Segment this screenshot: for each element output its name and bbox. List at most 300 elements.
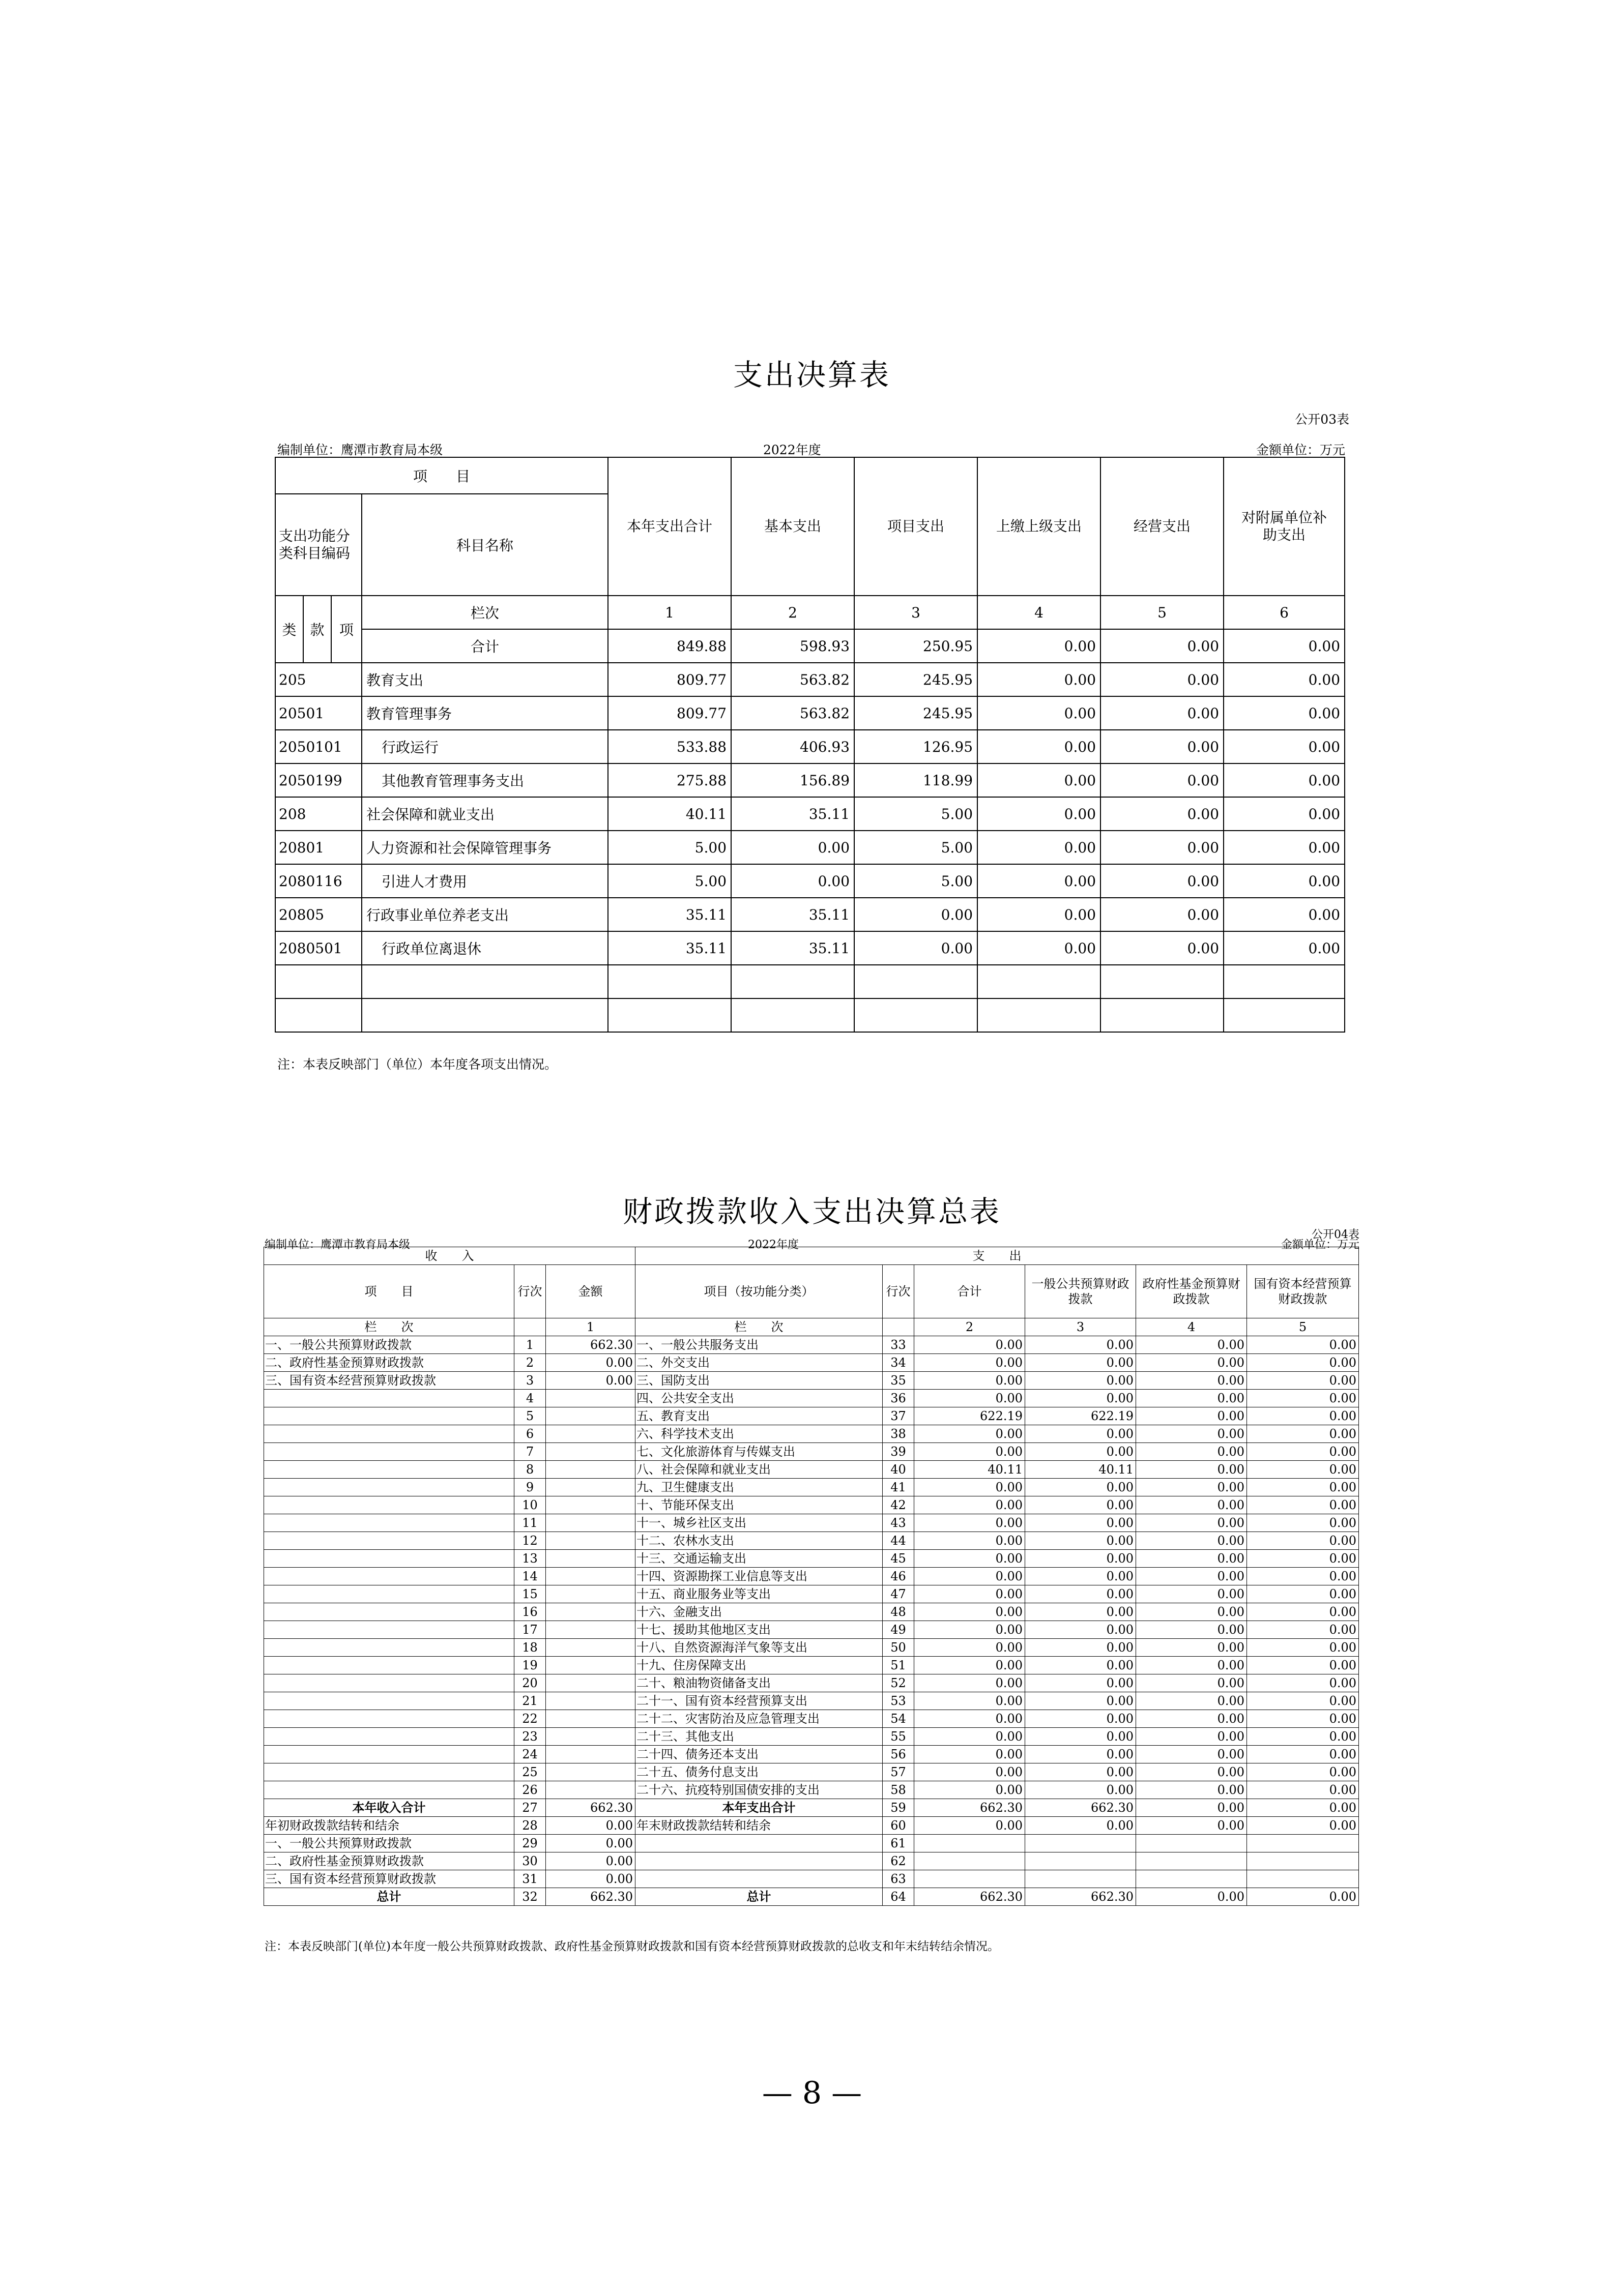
table1-amount-unit: 金额单位：万元 <box>1256 443 1345 457</box>
t2-expense-line: 38 <box>883 1425 914 1443</box>
t1-row-value: 0.00 <box>1224 730 1345 763</box>
t2-h-line: 行次 <box>514 1265 546 1318</box>
t2-expense-item <box>635 1870 883 1888</box>
t2-expense-value: 0.00 <box>914 1674 1025 1692</box>
t2-income-item: 本年收入合计 <box>264 1799 514 1817</box>
t2-expense-line: 41 <box>883 1479 914 1496</box>
t1-row-value: 0.00 <box>977 898 1100 931</box>
t1-row-value: 35.11 <box>731 797 854 831</box>
t2-expense-value: 0.00 <box>1136 1817 1247 1835</box>
table-row <box>275 831 1345 864</box>
t2-expense-value: 0.00 <box>1247 1888 1359 1906</box>
table-row <box>264 1674 1359 1692</box>
t2-expense-value: 0.00 <box>914 1710 1025 1728</box>
t2-expense-value <box>914 1870 1025 1888</box>
t2-income-amount <box>546 1479 635 1496</box>
t2-income-amount <box>546 1603 635 1621</box>
t2-income-item <box>264 1746 514 1763</box>
table-row-empty <box>275 965 1345 998</box>
t1-row-value: 0.00 <box>1100 864 1224 898</box>
t1-row-value: 0.00 <box>1224 864 1345 898</box>
t2-income-line: 9 <box>514 1479 546 1496</box>
t1-row-value: 5.00 <box>854 864 977 898</box>
t2-income-line: 21 <box>514 1692 546 1710</box>
t2-expense-value: 0.00 <box>914 1603 1025 1621</box>
t2-income-amount <box>546 1514 635 1532</box>
table1-title: 支出决算表 <box>733 358 891 392</box>
t2-expense-line: 57 <box>883 1763 914 1781</box>
t2-income-item: 三、国有资本经营预算财政拨款 <box>264 1870 514 1888</box>
t1-col-6: 对附属单位补助支出 <box>1224 457 1345 596</box>
t2-expense-item: 二十五、债务付息支出 <box>635 1763 883 1781</box>
t2-colnum: 4 <box>1136 1318 1247 1336</box>
t2-expense-value: 0.00 <box>914 1621 1025 1639</box>
t2-income-amount <box>546 1461 635 1479</box>
t2-expense-value: 0.00 <box>1025 1728 1136 1746</box>
t2-income-line: 10 <box>514 1496 546 1514</box>
t1-empty-cell <box>1100 965 1224 998</box>
t1-empty-cell <box>977 998 1100 1032</box>
t2-expense-value: 0.00 <box>1025 1639 1136 1657</box>
t2-h-item-func: 项目（按功能分类） <box>635 1265 883 1318</box>
t2-income-line: 6 <box>514 1425 546 1443</box>
t1-row-value: 5.00 <box>608 831 731 864</box>
t2-expense-value: 0.00 <box>1247 1336 1359 1354</box>
t2-expense-value: 0.00 <box>1136 1728 1247 1746</box>
t2-income-item <box>264 1496 514 1514</box>
t1-row-name: 其他教育管理事务支出 <box>362 763 608 797</box>
t1-row-value: 406.93 <box>731 730 854 763</box>
t2-income-amount: 0.00 <box>546 1870 635 1888</box>
table-row <box>275 797 1345 831</box>
t2-expense-line: 48 <box>883 1603 914 1621</box>
t1-row-name: 人力资源和社会保障管理事务 <box>362 831 608 864</box>
t2-expense-item <box>635 1852 883 1870</box>
t2-income-amount: 662.30 <box>546 1336 635 1354</box>
t2-expense-value: 0.00 <box>1136 1354 1247 1372</box>
t2-lanci: 栏 次 <box>635 1318 883 1336</box>
t2-h-amount: 金额 <box>546 1265 635 1318</box>
t2-income-item <box>264 1568 514 1585</box>
table-row <box>264 1336 1359 1354</box>
t2-expense-value: 0.00 <box>914 1479 1025 1496</box>
t1-empty-cell <box>362 998 608 1032</box>
t1-header-lei: 类 <box>275 596 303 663</box>
t1-row-value: 245.95 <box>854 696 977 730</box>
t2-expense-header: 支 出 <box>635 1247 1359 1265</box>
t2-expense-value: 0.00 <box>1247 1728 1359 1746</box>
t2-expense-value: 0.00 <box>914 1514 1025 1532</box>
t2-expense-value: 0.00 <box>1025 1425 1136 1443</box>
t2-expense-value: 0.00 <box>1136 1407 1247 1425</box>
t2-expense-item: 六、科学技术支出 <box>635 1425 883 1443</box>
table-row <box>275 864 1345 898</box>
t2-expense-item: 九、卫生健康支出 <box>635 1479 883 1496</box>
table-row <box>264 1657 1359 1674</box>
t2-expense-line: 51 <box>883 1657 914 1674</box>
table-row <box>264 1443 1359 1461</box>
t2-expense-value: 0.00 <box>1025 1390 1136 1407</box>
table-row <box>264 1746 1359 1763</box>
t2-income-item: 总计 <box>264 1888 514 1906</box>
t2-expense-value: 0.00 <box>1025 1585 1136 1603</box>
t2-income-amount <box>546 1585 635 1603</box>
t1-empty-cell <box>1100 998 1224 1032</box>
t1-row-value: 35.11 <box>608 898 731 931</box>
t2-expense-line: 52 <box>883 1674 914 1692</box>
t2-expense-item <box>635 1835 883 1852</box>
t2-expense-value: 0.00 <box>1247 1603 1359 1621</box>
t2-expense-value: 0.00 <box>914 1496 1025 1514</box>
t2-expense-value: 0.00 <box>1247 1585 1359 1603</box>
t2-income-item <box>264 1657 514 1674</box>
t2-expense-value: 662.30 <box>914 1799 1025 1817</box>
table-row <box>264 1692 1359 1710</box>
t2-income-item <box>264 1514 514 1532</box>
t2-income-item <box>264 1728 514 1746</box>
t2-income-amount: 0.00 <box>546 1817 635 1835</box>
t1-row-name: 教育支出 <box>362 663 608 696</box>
t1-row-value: 0.00 <box>731 831 854 864</box>
t2-income-header: 收 入 <box>264 1247 635 1265</box>
t2-expense-value: 0.00 <box>1136 1585 1247 1603</box>
t1-row-value: 809.77 <box>608 696 731 730</box>
t2-expense-item: 七、文化旅游体育与传媒支出 <box>635 1443 883 1461</box>
t2-expense-value: 0.00 <box>1025 1550 1136 1568</box>
t2-income-amount <box>546 1425 635 1443</box>
t2-expense-line: 62 <box>883 1852 914 1870</box>
t2-expense-value <box>1136 1870 1247 1888</box>
table-row <box>264 1354 1359 1372</box>
t2-income-line: 2 <box>514 1354 546 1372</box>
t2-expense-value: 0.00 <box>1136 1425 1247 1443</box>
t1-row-value: 40.11 <box>608 797 731 831</box>
t1-row-value: 0.00 <box>1224 831 1345 864</box>
t2-expense-value: 0.00 <box>1247 1568 1359 1585</box>
table-row <box>264 1496 1359 1514</box>
t2-expense-value: 0.00 <box>1247 1514 1359 1532</box>
t2-income-item: 一、一般公共预算财政拨款 <box>264 1835 514 1852</box>
t2-expense-value: 0.00 <box>914 1763 1025 1781</box>
table-row <box>264 1639 1359 1657</box>
t1-empty-cell <box>275 965 362 998</box>
t2-expense-line: 49 <box>883 1621 914 1639</box>
t1-total-value: 849.88 <box>608 629 731 663</box>
t2-expense-line: 64 <box>883 1888 914 1906</box>
t2-expense-value: 0.00 <box>1247 1425 1359 1443</box>
t2-expense-value: 0.00 <box>1247 1550 1359 1568</box>
t2-income-amount <box>546 1692 635 1710</box>
t1-row-code: 205 <box>275 663 362 696</box>
t1-row-value: 0.00 <box>977 797 1100 831</box>
t1-colnum: 3 <box>854 596 977 629</box>
table-row <box>264 1372 1359 1390</box>
t2-expense-value: 0.00 <box>1247 1354 1359 1372</box>
table-row <box>264 1888 1359 1906</box>
t2-expense-value: 0.00 <box>1247 1763 1359 1781</box>
t2-expense-value <box>1025 1835 1136 1852</box>
t2-expense-line: 56 <box>883 1746 914 1763</box>
t2-income-amount <box>546 1728 635 1746</box>
t1-colnum: 2 <box>731 596 854 629</box>
t2-expense-value: 0.00 <box>1247 1479 1359 1496</box>
t2-income-amount <box>546 1710 635 1728</box>
t2-expense-line: 54 <box>883 1710 914 1728</box>
t1-row-value: 0.00 <box>1100 898 1224 931</box>
t1-total-value: 250.95 <box>854 629 977 663</box>
t1-row-value: 0.00 <box>731 864 854 898</box>
t2-expense-value: 0.00 <box>1025 1746 1136 1763</box>
table-row <box>264 1728 1359 1746</box>
t2-expense-line: 50 <box>883 1639 914 1657</box>
t2-income-item <box>264 1461 514 1479</box>
t2-expense-value: 0.00 <box>1136 1461 1247 1479</box>
t2-expense-value: 0.00 <box>914 1639 1025 1657</box>
t2-expense-value: 0.00 <box>1247 1407 1359 1425</box>
t2-expense-value: 0.00 <box>1025 1817 1136 1835</box>
t1-empty-cell <box>362 965 608 998</box>
t2-expense-value: 0.00 <box>1136 1710 1247 1728</box>
t2-income-line: 25 <box>514 1763 546 1781</box>
table-row-empty <box>275 998 1345 1032</box>
t2-expense-value: 0.00 <box>1136 1692 1247 1710</box>
t2-expense-value: 0.00 <box>1025 1674 1136 1692</box>
page-number: — 8 — <box>762 2075 862 2111</box>
table1-note: 注：本表反映部门（单位）本年度各项支出情况。 <box>277 1057 558 1072</box>
t1-empty-cell <box>608 998 731 1032</box>
t2-expense-value: 0.00 <box>1247 1639 1359 1657</box>
t2-expense-value <box>1025 1852 1136 1870</box>
t2-expense-value: 0.00 <box>1025 1603 1136 1621</box>
t2-expense-line: 36 <box>883 1390 914 1407</box>
t2-income-item <box>264 1763 514 1781</box>
t2-expense-value <box>914 1852 1025 1870</box>
t2-expense-item: 本年支出合计 <box>635 1799 883 1817</box>
t1-total-value: 0.00 <box>1224 629 1345 663</box>
t1-row-name: 行政运行 <box>362 730 608 763</box>
t2-income-item: 年初财政拨款结转和结余 <box>264 1817 514 1835</box>
t2-income-line: 15 <box>514 1585 546 1603</box>
table2-form-id: 公开04表 <box>1312 1228 1359 1241</box>
t2-expense-value: 0.00 <box>1247 1799 1359 1817</box>
t2-expense-value <box>1247 1835 1359 1852</box>
t2-expense-item: 十六、金融支出 <box>635 1603 883 1621</box>
t2-expense-item: 五、教育支出 <box>635 1407 883 1425</box>
t2-expense-item: 二十、粮油物资储备支出 <box>635 1674 883 1692</box>
t2-income-item <box>264 1550 514 1568</box>
t2-expense-value: 0.00 <box>1247 1657 1359 1674</box>
table-row <box>275 931 1345 965</box>
t2-expense-line: 61 <box>883 1835 914 1852</box>
t1-col-5: 经营支出 <box>1100 457 1224 596</box>
table1-year: 2022年度 <box>763 443 821 457</box>
t2-colnum: 1 <box>546 1318 635 1336</box>
t1-row-code: 20801 <box>275 831 362 864</box>
t1-colnum: 4 <box>977 596 1100 629</box>
t2-expense-item: 十九、住房保障支出 <box>635 1657 883 1674</box>
t2-expense-value: 0.00 <box>1136 1372 1247 1390</box>
t1-row-value: 0.00 <box>1224 663 1345 696</box>
t2-expense-value: 0.00 <box>1136 1657 1247 1674</box>
t2-expense-value: 0.00 <box>914 1781 1025 1799</box>
t2-expense-value: 0.00 <box>914 1443 1025 1461</box>
t2-expense-value: 0.00 <box>914 1550 1025 1568</box>
t2-expense-value <box>1136 1835 1247 1852</box>
t2-colnum: 3 <box>1025 1318 1136 1336</box>
t1-total-label: 合计 <box>362 629 608 663</box>
table-row <box>264 1550 1359 1568</box>
t2-income-amount <box>546 1407 635 1425</box>
t2-expense-value: 0.00 <box>914 1728 1025 1746</box>
t2-income-line: 1 <box>514 1336 546 1354</box>
t1-empty-cell <box>977 965 1100 998</box>
t2-income-item <box>264 1781 514 1799</box>
t1-row-name: 社会保障和就业支出 <box>362 797 608 831</box>
t1-total-value: 598.93 <box>731 629 854 663</box>
t2-expense-item: 八、社会保障和就业支出 <box>635 1461 883 1479</box>
t2-expense-item: 十三、交通运输支出 <box>635 1550 883 1568</box>
t2-income-line: 31 <box>514 1870 546 1888</box>
t2-expense-item: 十八、自然资源海洋气象等支出 <box>635 1639 883 1657</box>
t2-expense-line: 44 <box>883 1532 914 1550</box>
t2-expense-line: 37 <box>883 1407 914 1425</box>
t2-expense-line: 34 <box>883 1354 914 1372</box>
t2-income-amount: 0.00 <box>546 1835 635 1852</box>
t2-income-line: 18 <box>514 1639 546 1657</box>
t2-expense-item: 一、一般公共服务支出 <box>635 1336 883 1354</box>
t2-income-line: 16 <box>514 1603 546 1621</box>
t1-row-name: 行政单位离退休 <box>362 931 608 965</box>
t1-row-value: 0.00 <box>1224 898 1345 931</box>
t2-expense-value: 0.00 <box>1136 1390 1247 1407</box>
t1-col-4: 上缴上级支出 <box>977 457 1100 596</box>
t2-income-line: 27 <box>514 1799 546 1817</box>
t2-expense-value <box>1247 1870 1359 1888</box>
t2-expense-line: 33 <box>883 1336 914 1354</box>
table-row <box>264 1514 1359 1532</box>
table-row <box>264 1390 1359 1407</box>
t2-expense-value: 0.00 <box>1247 1372 1359 1390</box>
t1-row-value: 0.00 <box>1100 831 1224 864</box>
t2-income-line: 32 <box>514 1888 546 1906</box>
t2-income-line: 30 <box>514 1852 546 1870</box>
t2-expense-value: 662.30 <box>914 1888 1025 1906</box>
t2-expense-value: 0.00 <box>1136 1799 1247 1817</box>
t2-expense-item: 三、国防支出 <box>635 1372 883 1390</box>
table-row <box>264 1479 1359 1496</box>
t2-income-amount: 662.30 <box>546 1799 635 1817</box>
t1-row-value: 5.00 <box>608 864 731 898</box>
t2-expense-line: 39 <box>883 1443 914 1461</box>
t1-row-code: 2050101 <box>275 730 362 763</box>
table-row <box>275 663 1345 696</box>
t2-h-gov-fund: 政府性基金预算财政拨款 <box>1136 1265 1247 1318</box>
t2-h-item: 项 目 <box>264 1265 514 1318</box>
t2-h-total: 合计 <box>914 1265 1025 1318</box>
t2-income-line: 29 <box>514 1835 546 1852</box>
t2-expense-value: 0.00 <box>914 1568 1025 1585</box>
t1-colnum: 6 <box>1224 596 1345 629</box>
t2-expense-value: 0.00 <box>1136 1496 1247 1514</box>
t2-expense-value: 0.00 <box>914 1354 1025 1372</box>
t2-income-line: 5 <box>514 1407 546 1425</box>
t1-lanci: 栏次 <box>362 596 608 629</box>
t1-row-value: 0.00 <box>1100 931 1224 965</box>
t1-row-value: 35.11 <box>608 931 731 965</box>
t1-row-value: 126.95 <box>854 730 977 763</box>
t1-empty-cell <box>608 965 731 998</box>
t2-income-amount: 0.00 <box>546 1852 635 1870</box>
t2-expense-value: 0.00 <box>1136 1514 1247 1532</box>
table1-unit: 编制单位：鹰潭市教育局本级 <box>277 443 443 457</box>
t1-empty-cell <box>854 998 977 1032</box>
t2-income-item <box>264 1603 514 1621</box>
t1-row-name: 行政事业单位养老支出 <box>362 898 608 931</box>
t1-row-value: 35.11 <box>731 898 854 931</box>
t2-expense-line: 46 <box>883 1568 914 1585</box>
t2-income-item: 二、政府性基金预算财政拨款 <box>264 1852 514 1870</box>
t2-expense-value: 0.00 <box>1247 1746 1359 1763</box>
table-row <box>275 763 1345 797</box>
table2-title: 财政拨款收入支出决算总表 <box>622 1194 1001 1229</box>
table-row <box>264 1870 1359 1888</box>
t2-income-line: 14 <box>514 1568 546 1585</box>
t1-row-code: 20805 <box>275 898 362 931</box>
t2-income-amount: 662.30 <box>546 1888 635 1906</box>
t1-row-value: 563.82 <box>731 663 854 696</box>
t2-expense-value: 0.00 <box>1136 1763 1247 1781</box>
t1-row-name: 教育管理事务 <box>362 696 608 730</box>
t2-income-item <box>264 1674 514 1692</box>
t2-expense-value: 0.00 <box>914 1336 1025 1354</box>
t2-expense-value: 0.00 <box>1247 1674 1359 1692</box>
t2-h-line: 行次 <box>883 1265 914 1318</box>
t2-income-line: 28 <box>514 1817 546 1835</box>
t1-row-value: 0.00 <box>977 696 1100 730</box>
t1-header-name: 科目名称 <box>362 494 608 596</box>
t2-income-line: 20 <box>514 1674 546 1692</box>
t2-income-item <box>264 1621 514 1639</box>
t2-expense-value: 0.00 <box>1136 1550 1247 1568</box>
t2-income-amount: 0.00 <box>546 1354 635 1372</box>
t2-income-amount <box>546 1621 635 1639</box>
t1-row-code: 20501 <box>275 696 362 730</box>
table-row <box>264 1461 1359 1479</box>
t2-expense-item: 年末财政拨款结转和结余 <box>635 1817 883 1835</box>
t2-expense-value: 0.00 <box>1136 1603 1247 1621</box>
t2-expense-item: 十四、资源勘探工业信息等支出 <box>635 1568 883 1585</box>
t2-expense-value <box>1247 1852 1359 1870</box>
t2-income-amount <box>546 1674 635 1692</box>
t1-header-kuan: 款 <box>303 596 331 663</box>
t2-expense-line: 53 <box>883 1692 914 1710</box>
expenditure-table <box>275 457 1345 1033</box>
t2-income-line: 23 <box>514 1728 546 1746</box>
t2-expense-value: 0.00 <box>1247 1621 1359 1639</box>
t2-lanci: 栏 次 <box>264 1318 514 1336</box>
t2-expense-value: 0.00 <box>1136 1888 1247 1906</box>
t2-expense-value: 0.00 <box>1025 1514 1136 1532</box>
t2-expense-value: 0.00 <box>1025 1479 1136 1496</box>
t2-income-item: 一、一般公共预算财政拨款 <box>264 1336 514 1354</box>
t2-expense-value: 0.00 <box>1136 1479 1247 1496</box>
t1-header-xiang: 项 <box>331 596 362 663</box>
t1-empty-cell <box>731 998 854 1032</box>
t1-row-value: 0.00 <box>854 931 977 965</box>
t2-expense-value: 0.00 <box>914 1585 1025 1603</box>
table2-year: 2022年度 <box>748 1239 799 1251</box>
t2-expense-item: 十二、农林水支出 <box>635 1532 883 1550</box>
